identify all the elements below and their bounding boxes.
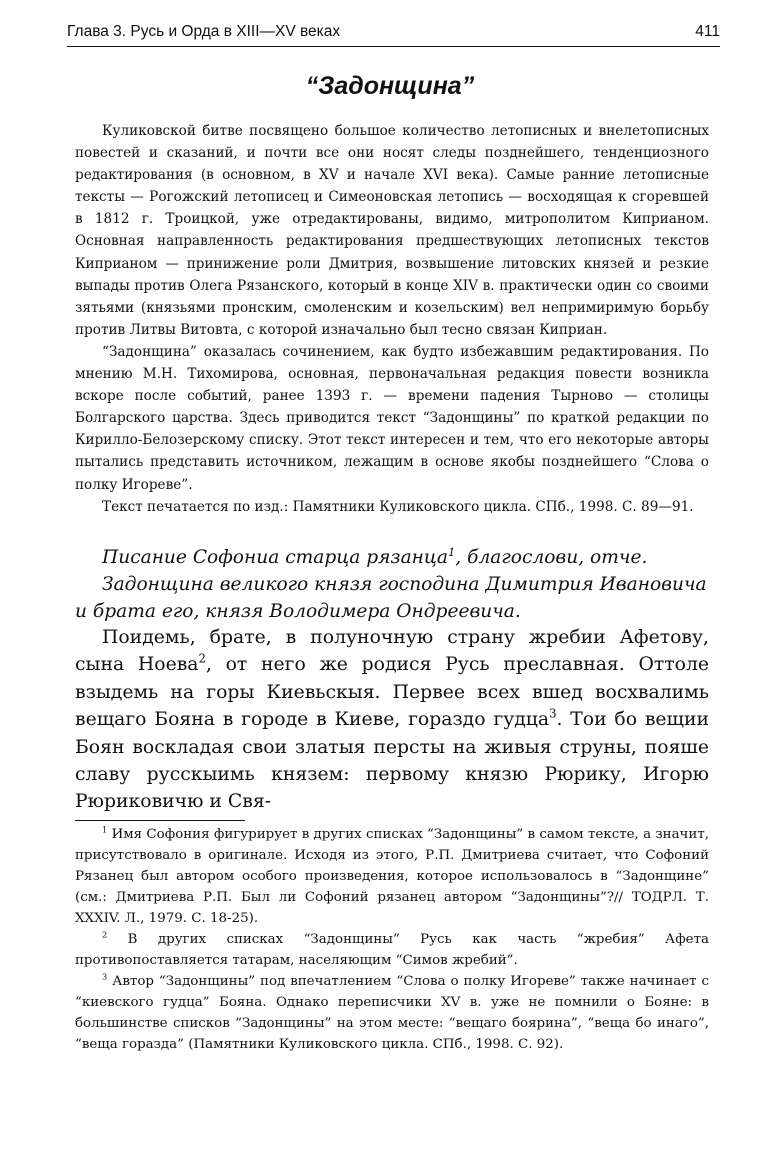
footnote-1 — [75, 824, 709, 929]
intro-paragraph-3: Текст печатается по изд.: Памятники Куликовского цикла. СПб., 1998. С. 89—91. — [102, 498, 694, 515]
intro-text — [75, 120, 709, 518]
footnotes — [75, 824, 709, 1055]
footnote-2 — [75, 929, 709, 971]
work-heading — [75, 544, 709, 625]
footnote-text: Автор “Задонщины” под впечатлением “Слова о полку Игореве” также начинает с “киевского гудца” Бояна. Однако переписчики XV в. уже не помнили о Бояне: в большинстве списков “Задонщины” на этом месте: “вещаго боярина”, “веща бо инаго”, “веща горазда” (Памятники Куликовского цикла. СПб., 1998. С. 92). — [75, 974, 710, 1052]
footnote-divider — [75, 820, 245, 821]
heading-line-3: и брата его, князя Володимера Ондреевича. — [75, 601, 521, 622]
section-title: “Задонщина” — [305, 72, 475, 100]
footnote-number: 1 — [102, 824, 108, 835]
chapter-title: Глава 3. Русь и Орда в XIII—XV веках — [67, 23, 341, 40]
heading-line-1 — [75, 544, 709, 571]
page-number: 411 — [695, 23, 720, 40]
main-text-part-2: , от него же родися Русь преславная. Оттоле взыдемь на горы Киевьскыя. Первее всех вшед восхвалимь вещаго Бояна в городе в Киеве, гораздо гудца — [75, 654, 709, 731]
footnote-number: 3 — [102, 971, 108, 982]
footnote-text: Имя Софония фигурирует в других списках “Задонщины” в самом тексте, а значит, присутствовало в оригинале. Исходя из этого, Р.П. Дмитриева считает, что Софоний Рязанец был автором особого произведения, которое использовалось в “Задонщине” (см.: Дмитриева Р.П. Был ли Софоний рязанец автором “Задонщины”?// ТОДРЛ. Т. XXXIV. Л., 1979. С. 18-25). — [75, 827, 709, 926]
intro-paragraph-1: Куликовской битве посвящено большое количество летописных и внелетописных повестей и сказаний, и почти все они носят следы позднейшего, тенденциозного редактирования (в основном, в XV и начале XVI века). Самые ранние летописные тексты — Рогожский летописец и Симеоновская летопись — восходящая к сгоревшей в 1812 г. Троицкой, уже отредактированы, видимо, митрополитом Киприаном. Основная направленность редактирования предшествующих летописных текстов Киприаном — принижение роли Дмитрия, возвышение литовских князей и резкие выпады против Олега Рязанского, который в конце XIV в. практически один со своими зятьями (князьями пронским, смоленским и козельским) вел непримиримую борьбу против Литвы Витовта, с которой изначально был тесно связан Киприан. — [75, 123, 709, 338]
main-text — [75, 624, 709, 816]
main-text-part-3: . Тои бо вещии Боян воскладая свои златыя персты на живыя струны, пояше славу русскыимь князем: первому князю Рюрику, Игорю Рюриковичю и Свя- — [75, 709, 710, 813]
footnote-ref-2: 2 — [198, 652, 206, 667]
intro-paragraph-2: “Задонщина” оказалась сочинением, как будто избежавшим редактирования. По мнению М.Н. Тихомирова, основная, первоначальная редакция повести возникла вскоре после событий, ранее 1393 г. — времени падения Тырново — столицы Болгарского царства. Здесь приводится текст “Задонщины” по краткой редакции по Кирилло-Белозерскому списку. Этот текст интересен и тем, что его некоторые авторы пытались представить источником, лежащим в основе якобы позднейшего “Слова о полку Игореве”. — [75, 343, 709, 493]
main-text-part-1: Поидемь, брате, в полуночную страну жребии Афетову, сына Ноева — [75, 627, 709, 676]
running-header — [67, 18, 720, 47]
footnote-3 — [75, 971, 709, 1055]
main-paragraph — [75, 624, 709, 816]
footnote-ref-1: 1 — [447, 544, 456, 559]
footnote-ref-3: 3 — [549, 706, 557, 721]
footnote-text: В других списках “Задонщины” Русь как часть “жребия” Афета противопоставляется татарам, населяющим “Симов жребий”. — [75, 932, 709, 968]
heading-line-1-end: , благослови, отче. — [455, 547, 648, 568]
footnote-number: 2 — [102, 929, 108, 940]
heading-line-2: Задонщина великого князя господина Димитрия Ивановича — [102, 574, 707, 595]
heading-line-1-text: Писание Софониа старца рязанца — [102, 547, 448, 568]
